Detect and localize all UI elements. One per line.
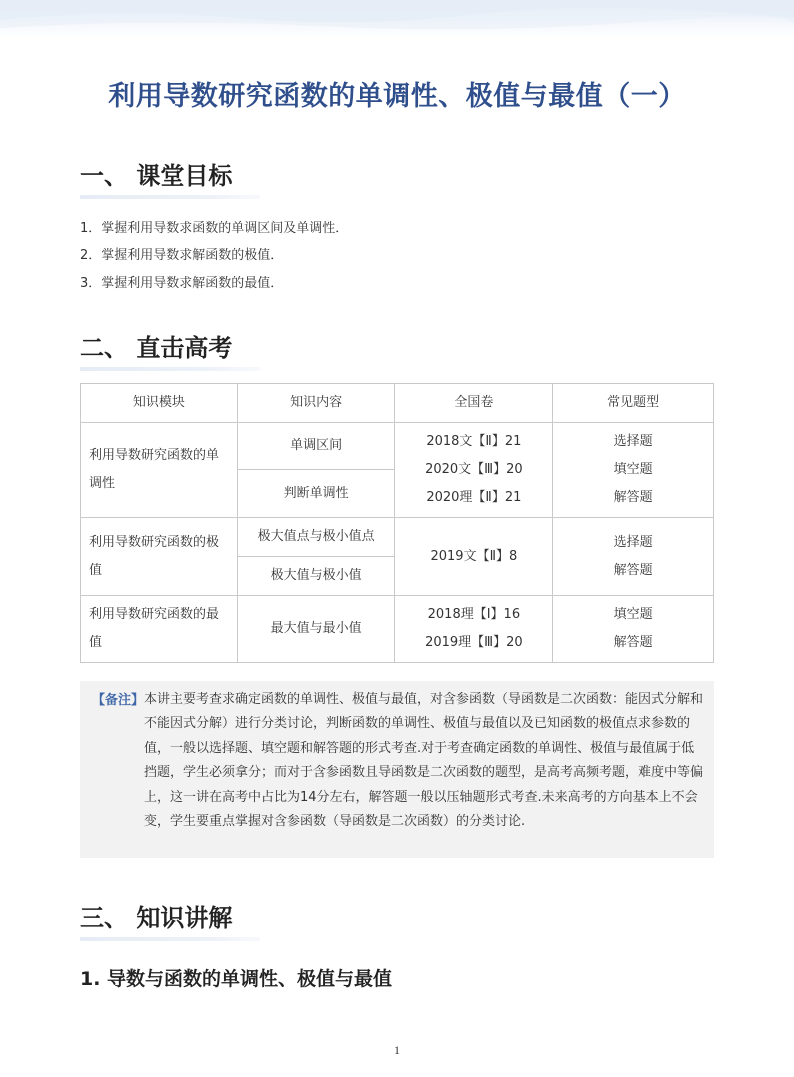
question-type: 填空题 [613,607,653,622]
module-cell: 利用导数研究函数的最值 [81,596,238,663]
exam-cell [395,596,553,663]
question-type: 填空题 [613,462,653,477]
section-underline [80,367,260,371]
exam-ref: 2019理【Ⅲ】20 [425,635,523,650]
table-header-cell: 知识模块 [81,384,238,423]
table-header-cell: 常见题型 [553,384,714,423]
remark-tag: 【备注】 [92,693,145,708]
remark-box [80,681,714,858]
content-cell: 单调区间 [237,423,395,470]
section-heading-class-goals: 一、 课堂目标 [80,162,233,190]
type-cell [553,518,714,596]
exam-ref: 2020理【Ⅱ】21 [426,490,522,505]
header-wave-graphic [0,0,794,38]
question-type: 解答题 [613,562,653,578]
section-underline [80,937,260,941]
type-cell [553,596,714,663]
table-row [81,518,714,557]
module-cell: 利用导数研究函数的单调性 [81,423,238,518]
section-heading-knowledge: 三、 知识讲解 [80,904,233,932]
exam-ref: 2018理【Ⅰ】16 [427,607,521,622]
question-type: 解答题 [613,490,653,505]
content-cell: 最大值与最小值 [237,596,395,663]
remark-text: 本讲主要考查求确定函数的单调性、极值与最值，对含参函数（导函数是二次函数：能因式分解和不能因式分解）进行分类讨论，判断函数的单调性、极值与最值以及已知函数的极值点求参数的值，一般以选择题、填空题和解答题的形式考查.对于考查确定函数的单调性、极值与最值属于低挡题，学生必须拿分；而对于含参函数且导函数是二次函数的题型，是高考高频考题，难度中等偏上，这一讲在高考中占比为14分左右，解答题一般以压轴题形式考查.未来高考的方向基本上不会变，学生要重点掌握对含参函数（导函数是二次函数）的分类讨论. [144,692,704,830]
content-cell: 判断单调性 [237,470,395,518]
goal-item: 2．掌握利用导数求解函数的极值． [80,248,284,263]
exam-cell [395,423,553,518]
table-header-cell: 知识内容 [237,384,395,423]
table-header-cell: 全国卷 [395,384,553,423]
goal-item: 3．掌握利用导数求解函数的最值． [80,276,284,291]
section-heading-gaokao: 二、 直击高考 [80,334,233,362]
exam-cell: 2019文【Ⅱ】8 [395,518,553,596]
goal-item: 1．掌握利用导数求函数的单调区间及单调性． [80,221,349,236]
question-type: 选择题 [613,434,653,449]
subsection-heading: 1. 导数与函数的单调性、极值与最值 [80,968,393,990]
type-cell [553,423,714,518]
document-title: 利用导数研究函数的单调性、极值与最值（一） [108,81,686,112]
content-cell: 极大值点与极小值点 [237,518,395,557]
page-number: 1 [394,1043,400,1057]
exam-ref: 2018文【Ⅱ】21 [426,434,522,449]
question-type: 解答题 [613,635,653,650]
module-cell: 利用导数研究函数的极值 [81,518,238,596]
content-cell: 极大值与极小值 [237,557,395,596]
question-type: 选择题 [613,534,653,550]
table-header-row [81,384,714,423]
section-underline [80,195,260,199]
exam-ref: 2020文【Ⅲ】20 [425,462,523,477]
table-row [81,423,714,470]
table-row [81,596,714,663]
header-decoration [0,0,794,38]
knowledge-table [80,383,714,663]
